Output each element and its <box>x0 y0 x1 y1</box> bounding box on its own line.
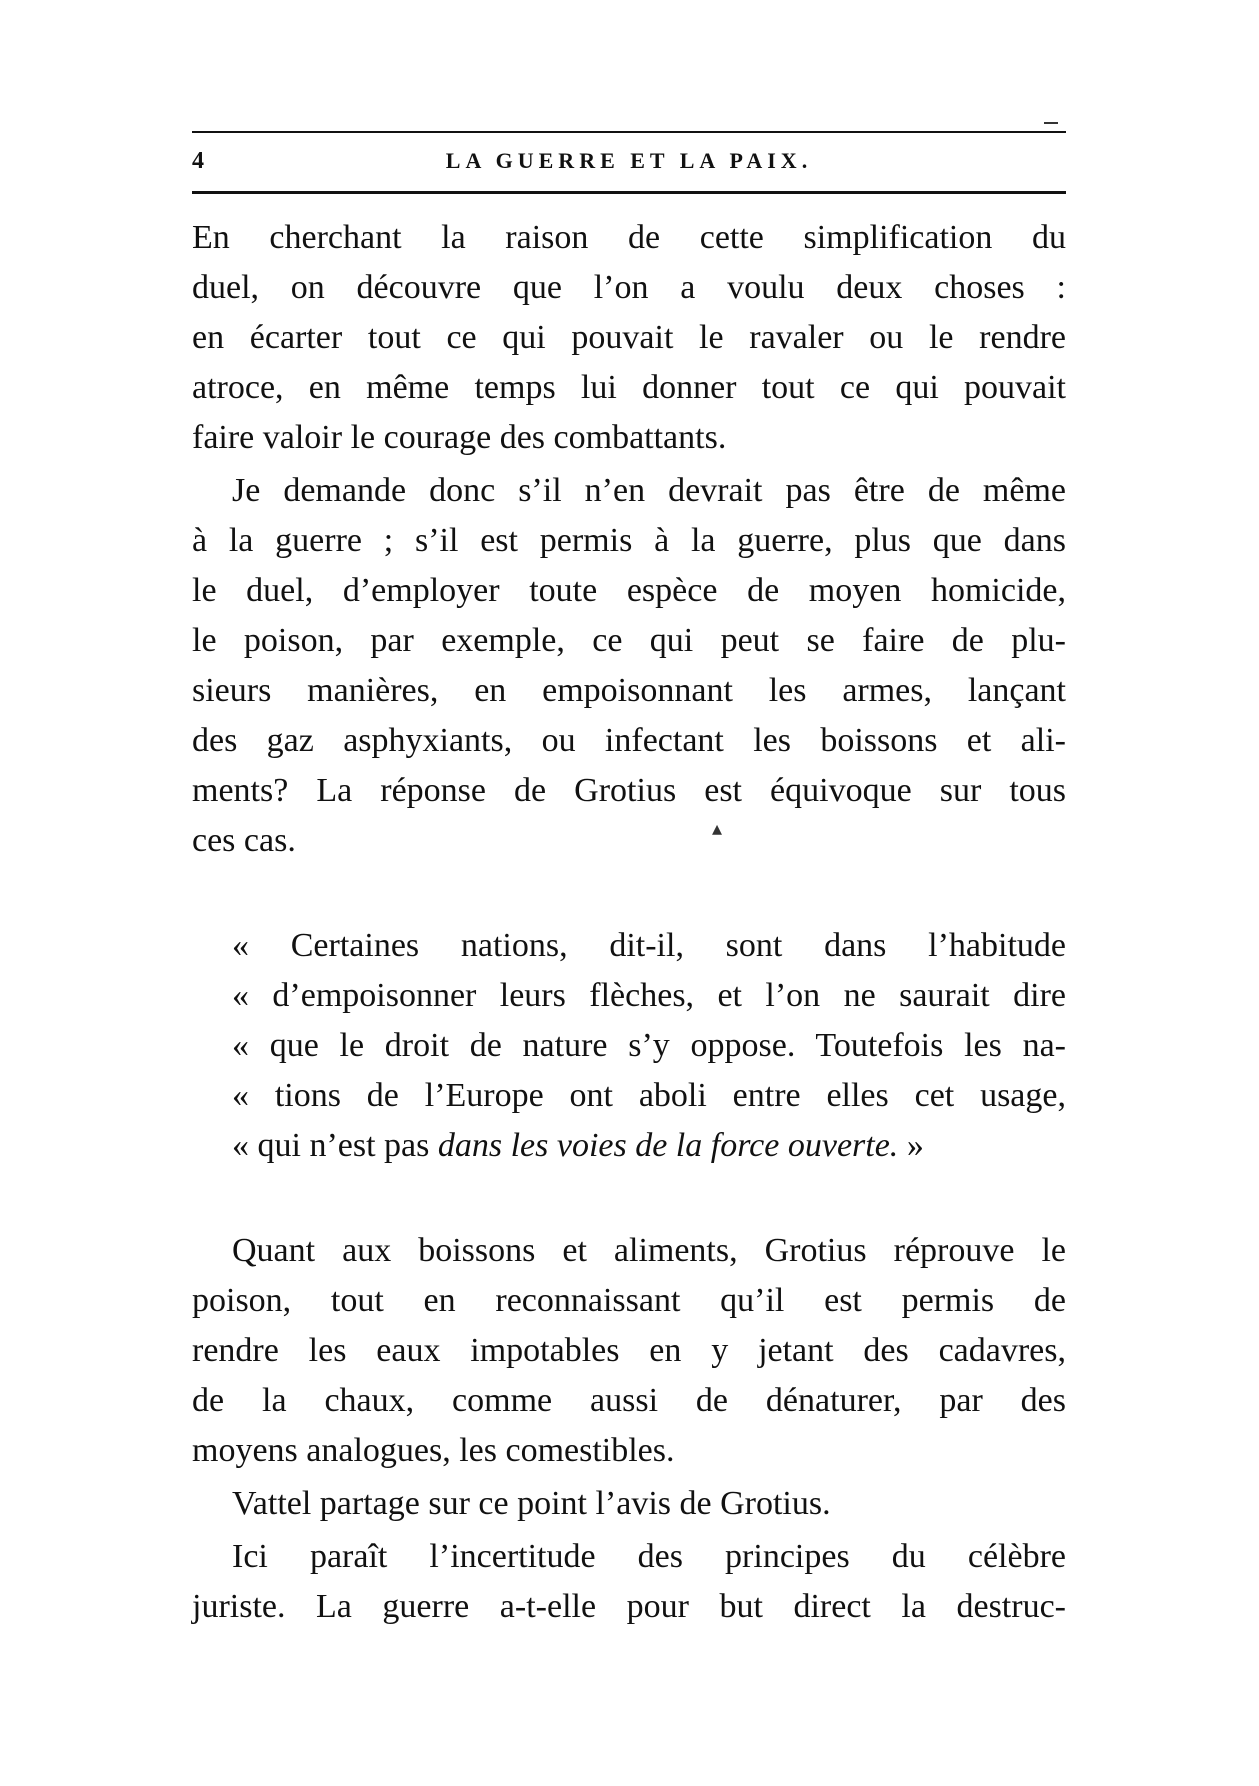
page-header <box>192 148 1066 184</box>
text-line: de la chaux, comme aussi de dénaturer, par des <box>192 1382 1066 1419</box>
header-rule-bottom <box>192 191 1066 194</box>
top-dash <box>1044 122 1058 124</box>
page-number: 4 <box>192 148 204 174</box>
text-line: Ici paraît l’incertitude des principes du célèbre <box>232 1538 1066 1575</box>
header-rule-top <box>192 131 1066 133</box>
text-line: atroce, en même temps lui donner tout ce qui pouvait <box>192 369 1066 406</box>
quote-line: « tions de l’Europe ont aboli entre elles cet usage, <box>232 1077 1066 1114</box>
text-line: rendre les eaux impotables en y jetant des cadavres, <box>192 1332 1066 1369</box>
text-line: ments? La réponse de Grotius est équivoque sur tous <box>192 772 1066 809</box>
text-line: le duel, d’employer toute espèce de moyen homicide, <box>192 572 1066 609</box>
text-line: ces cas. <box>192 822 296 859</box>
quote-text: « qui n’est pas <box>232 1127 438 1164</box>
quote-line: « que le droit de nature s’y oppose. Toutefois les na- <box>232 1027 1066 1064</box>
text-line: juriste. La guerre a-t-elle pour but direct la destruc- <box>192 1588 1066 1625</box>
text-line: Je demande donc s’il n’en devrait pas être de même <box>232 472 1066 509</box>
quote-line-last <box>232 1120 1066 1172</box>
text-line: faire valoir le courage des combattants. <box>192 419 727 456</box>
quote-italic-text: dans les voies de la force ouverte. <box>437 1127 899 1164</box>
text-line: moyens analogues, les comestibles. <box>192 1432 675 1469</box>
text-line: poison, tout en reconnaissant qu’il est permis de <box>192 1282 1066 1319</box>
text-line: en écarter tout ce qui pouvait le ravaler ou le rendre <box>192 319 1066 356</box>
text-line: des gaz asphyxiants, ou infectant les boissons et ali- <box>192 722 1066 759</box>
quote-line: « Certaines nations, dit-il, sont dans l’habitude <box>232 927 1066 964</box>
quote-line: « d’empoisonner leurs flèches, et l’on ne saurait dire <box>232 977 1066 1014</box>
ink-speck: ▴ <box>712 818 723 840</box>
quote-close: » <box>898 1127 924 1164</box>
text-line: Vattel partage sur ce point l’avis de Grotius. <box>232 1485 831 1522</box>
text-line: duel, on découvre que l’on a voulu deux choses : <box>192 269 1066 306</box>
text-line: Quant aux boissons et aliments, Grotius réprouve le <box>232 1232 1066 1269</box>
text-line: sieurs manières, en empoisonnant les armes, lançant <box>192 672 1066 709</box>
text-line: le poison, par exemple, ce qui peut se faire de plu- <box>192 622 1066 659</box>
text-line: En cherchant la raison de cette simplification du <box>192 219 1066 256</box>
running-title: LA GUERRE ET LA PAIX. <box>445 148 813 173</box>
text-line: à la guerre ; s’il est permis à la guerre, plus que dans <box>192 522 1066 559</box>
